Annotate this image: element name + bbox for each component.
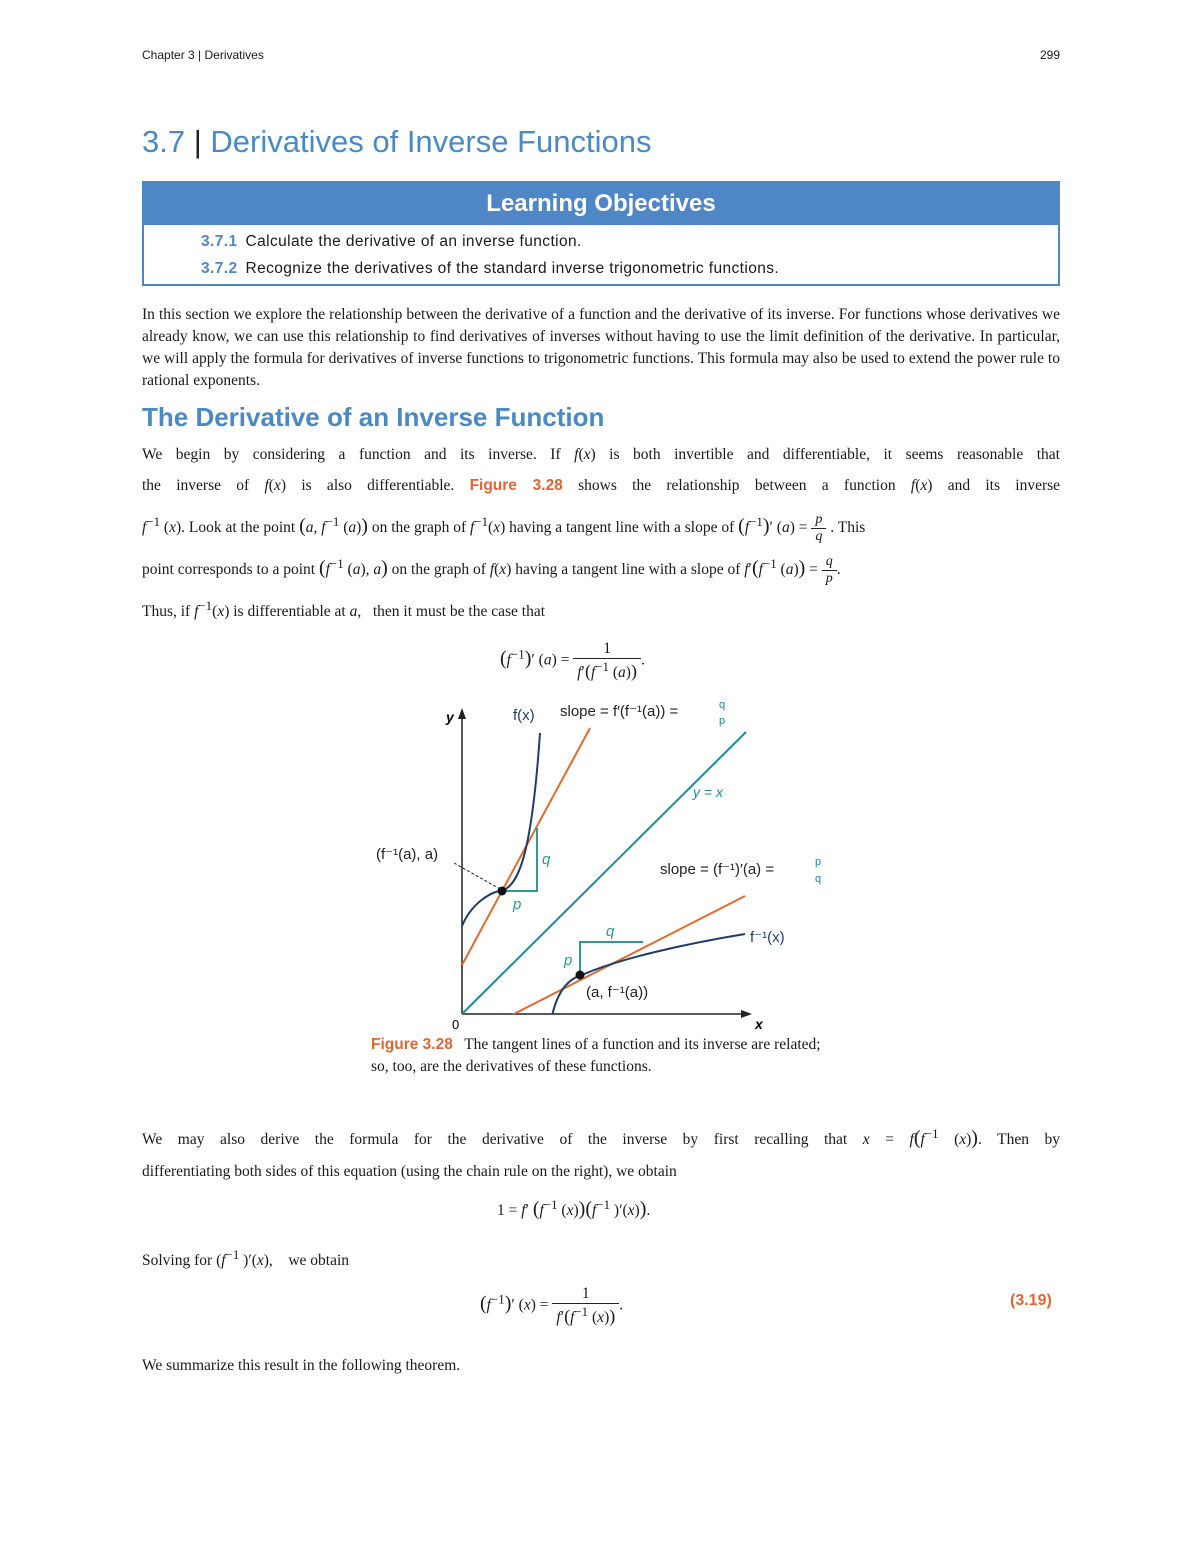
point-leader-line <box>454 863 500 889</box>
equation-chain-rule: 1 = f′ ($f^{-1}$ $(x))(f^{-1}$ )′(x)). <box>497 1197 651 1221</box>
label-point-left: (f⁻¹(a), a) <box>376 846 439 863</box>
text-run: the inverse of <box>142 477 250 494</box>
text-run: having a tangent line with a slope of <box>509 519 735 537</box>
equation-number: (3.19) <box>1010 1292 1052 1309</box>
y-axis-arrow <box>458 708 466 719</box>
text-run: and its inverse <box>947 477 1061 494</box>
intro-paragraph: In this section we explore the relationship between the derivative of a function and the derivative of its inverse. For functions whose derivatives we already know, we can use this relationship to find derivatives of inverses without having to use the limit definition of the derivative. In particular, we will apply the formula for derivatives of inverse functions to trigonometric functions. This formula may also be used to extend the power rule to rational exponents. <box>142 306 1060 389</box>
text-run: we obtain <box>288 1252 350 1270</box>
curve-f <box>462 733 540 926</box>
section-title-text: Derivatives of Inverse Functions <box>210 124 652 159</box>
text-run: point corresponds to a point <box>142 561 316 579</box>
section-title <box>142 124 652 160</box>
label-f-inverse: f⁻¹(x) <box>750 929 785 946</box>
math-fx: f <box>910 477 916 494</box>
figure-3-28 <box>360 698 840 1034</box>
body-line-1: We begin by considering a function and its inverse. If f(x) is both invertible and differentiable, it seems reasonable that <box>142 446 1060 463</box>
label-slope-right: slope = (f⁻¹)′(a) = <box>660 861 775 878</box>
origin-label: 0 <box>452 1017 460 1032</box>
text-run: We may also derive the formula for the derivative of the inverse by first recalling that <box>142 1131 848 1149</box>
objective-number: 3.7.2 <box>201 260 238 277</box>
text-run: is differentiable at <box>233 603 346 621</box>
chapter-title: Chapter 3 | Derivatives <box>142 48 264 62</box>
body-line-2: the inverse of f(x) is also differentiable. Figure 3.28 shows the relationship between a function f(x) and its inverse <box>142 477 1061 494</box>
text-run: on the graph of <box>371 519 467 537</box>
math-fx: f <box>574 446 579 463</box>
equation-3-19: $(f^{-1})'$ (x) = $\frac{1}{f'(f^{-1} (x))}$ . <box>480 1285 624 1327</box>
math-fx: f <box>264 477 269 494</box>
label-p-left: p <box>513 896 522 913</box>
label-p-right: p <box>564 952 573 969</box>
text-run: . Look at the point <box>181 519 296 537</box>
text-run: Then by <box>997 1131 1060 1149</box>
text-run: on the graph of <box>391 561 486 579</box>
x-axis-arrow <box>741 1010 752 1018</box>
text-run: is also differentiable. <box>301 477 455 494</box>
label-slope-right-num: p <box>815 856 822 868</box>
label-slope-top: slope = f′(f⁻¹(a)) = <box>560 703 679 720</box>
equation-inverse-derivative: $(f^{-1})'$ (a) = $\frac{1}{f'(f^{-1} (a))}$ . <box>500 640 645 682</box>
learning-objectives-heading: Learning Objectives <box>144 183 1058 225</box>
figure-caption-text: The tangent lines of a function and its inverse are related; so, too, are the derivatives of these functions. <box>371 1036 821 1075</box>
text-run: Thus, if <box>142 603 191 621</box>
text-run: is both invertible and differentiable, it seems reasonable that <box>609 446 1060 463</box>
subsection-title: The Derivative of an Inverse Function <box>142 402 605 432</box>
label-q-right: q <box>606 923 615 940</box>
x-axis-label: x <box>755 1016 763 1032</box>
body-line-9: We summarize this result in the following theorem. <box>142 1357 461 1374</box>
body-line-7: differentiating both sides of this equation (using the chain rule on the right), we obtain <box>142 1163 677 1180</box>
body-line-3: $f^{-1}$ (x). Look at the point (a, $f^{-1}$ (a)) on the graph of $f^{-1}(x)$ having a tangent line with a slope of $(f^{-1})'$ (a) = $\frac{p}{q}$ . This <box>142 512 866 544</box>
objective-text: Recognize the derivatives of the standard inverse trigonometric functions. <box>245 260 780 277</box>
learning-objectives-box <box>142 181 1060 286</box>
label-y-equals-x: y = x <box>693 784 723 800</box>
label-q-left: q <box>542 851 551 868</box>
section-number: 3.7 <box>142 124 186 159</box>
label-slope-right-den: q <box>815 873 822 885</box>
figure-caption-label: Figure 3.28 <box>371 1036 453 1053</box>
text-run: . This <box>830 519 866 537</box>
body-line-4: point corresponds to a point ($f^{-1}$ (a), a) on the graph of f(x) having a tangent line with a slope of $f'(f^{-1}$ (a)) = $\frac{q}{p}$ . <box>142 554 841 586</box>
body-line-6: We may also derive the formula for the derivative of the inverse by first recalling that $x = f(f^{-1}$ (x)). Then by <box>142 1126 1060 1150</box>
section-separator: | <box>193 124 202 159</box>
label-slope-top-den: p <box>719 715 726 727</box>
body-line-5: Thus, if $f^{-1}(x)$ is differentiable at a, then it must be the case that <box>142 598 546 621</box>
text-run: Solving for <box>142 1252 213 1270</box>
text-run: We begin by considering a function and its inverse. If <box>142 446 561 463</box>
objective-number: 3.7.1 <box>201 233 238 250</box>
page-number: 299 <box>1039 48 1060 62</box>
figure-caption <box>371 1034 841 1078</box>
text-run: having a tangent line with a slope of <box>515 561 741 579</box>
text-run: shows the relationship between a function <box>578 477 896 494</box>
y-axis-label: y <box>446 709 454 725</box>
objective-text: Calculate the derivative of an inverse function. <box>245 233 582 250</box>
label-point-right: (a, f⁻¹(a)) <box>586 984 649 1001</box>
objective-item <box>144 228 1058 255</box>
figure-link[interactable]: Figure 3.28 <box>469 477 563 494</box>
label-fx: f(x) <box>513 707 535 724</box>
label-slope-top-num: q <box>719 699 726 711</box>
body-line-8: Solving for ($f^{-1}$ )′(x), we obtain <box>142 1247 350 1270</box>
point-on-f-inverse <box>576 971 585 980</box>
objective-item <box>144 255 1058 282</box>
page-header <box>142 48 1060 62</box>
text-run: then it must be the case that <box>372 603 546 621</box>
